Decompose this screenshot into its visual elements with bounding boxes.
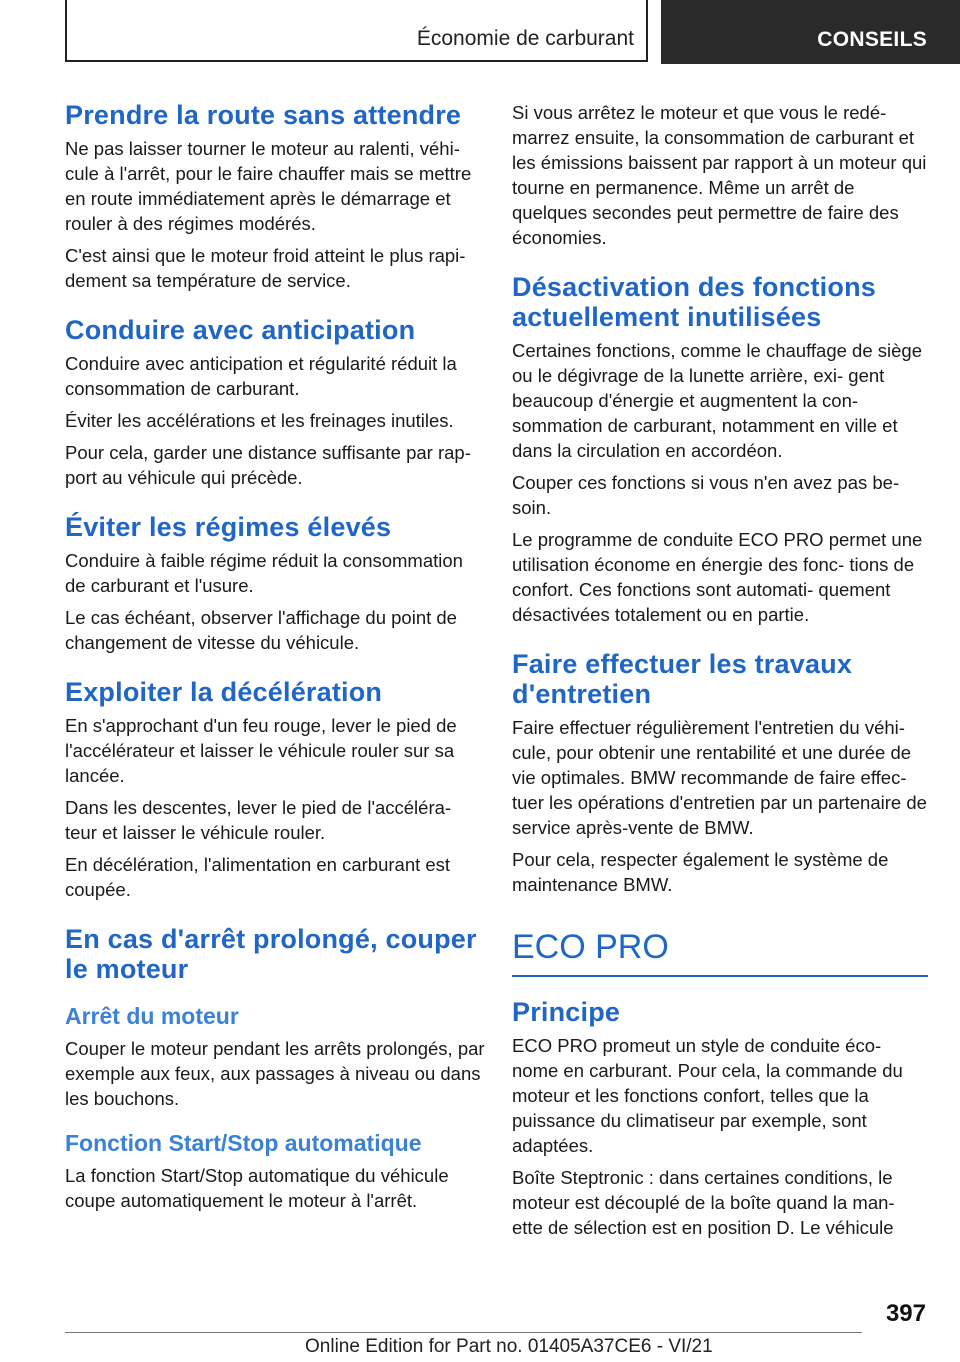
- paragraph: Dans les descentes, lever le pied de l'accéléra- teur et laisser le véhicule rouler.: [65, 797, 452, 843]
- chapter-tab-label: CONSEILS: [817, 28, 927, 51]
- section-continuation: [512, 100, 930, 250]
- section-heading: Faire effectuer les travaux d'entretien: [512, 649, 853, 709]
- section-desactivation: [512, 272, 930, 627]
- paragraph: En s'approchant d'un feu rouge, lever le pied de l'accélérateur et laisser le véhicule rouler sur sa lancée.: [65, 715, 457, 786]
- section-arret-prolonge: [65, 924, 485, 1111]
- paragraph: En décélération, l'alimentation en carburant est coupée.: [65, 854, 451, 900]
- page-header: [0, 0, 960, 66]
- paragraph: C'est ainsi que le moteur froid atteint le plus rapi- dement sa température de service.: [65, 245, 466, 291]
- paragraph: Pour cela, garder une distance suffisante par rap- port au véhicule qui précède.: [65, 442, 471, 488]
- section-tab-label: Économie de carburant: [416, 27, 634, 50]
- paragraph: Pour cela, respecter également le système de maintenance BMW.: [512, 849, 889, 895]
- chapter-tab: [661, 0, 960, 64]
- section-entretien: [512, 649, 930, 897]
- paragraph: ECO PRO promeut un style de conduite éco- nome en carburant. Pour cela, la commande du moteur et les fonctions confort, telles que la puissance du climatiseur par exemple, sont adaptées.: [512, 1035, 903, 1156]
- paragraph: Couper le moteur pendant les arrêts prolongés, par exemple aux feux, aux passages à niveau ou dans les bouchons.: [65, 1038, 485, 1109]
- paragraph: Éviter les accélérations et les freinages inutiles.: [65, 410, 454, 431]
- section-tab: [65, 0, 648, 62]
- paragraph: Le programme de conduite ECO PRO permet une utilisation économe en énergie des fonc- tions de confort. Ces fonctions sont automati- quement désactivées totalement ou en partie.: [512, 529, 923, 625]
- chapter-eco-pro: [512, 925, 930, 1240]
- section-heading: Éviter les régimes élevés: [65, 512, 392, 542]
- right-column: [512, 100, 930, 1247]
- footer-edition: Online Edition for Part no. 01405A37CE6 - VI/21: [305, 1336, 713, 1357]
- section-start-stop: [65, 1129, 485, 1213]
- paragraph: Ne pas laisser tourner le moteur au ralenti, véhi- cule à l'arrêt, pour le faire chauffer mais se mettre en route immédiatement après le démarrage et rouler à des régimes modérés.: [65, 138, 472, 234]
- subsection-heading: Fonction Start/Stop automatique: [65, 1130, 422, 1156]
- section-heading: Principe: [512, 997, 621, 1027]
- section-heading: Désactivation des fonctions actuellement inutilisées: [512, 272, 876, 332]
- subsection-heading: Arrêt du moteur: [65, 1003, 239, 1029]
- paragraph: Boîte Steptronic : dans certaines conditions, le moteur est découplé de la boîte quand la man- ette de sélection est en position D. Le véhicule: [512, 1167, 895, 1238]
- paragraph: La fonction Start/Stop automatique du véhicule coupe automatiquement le moteur à l'arrêt.: [65, 1165, 449, 1211]
- paragraph: Certaines fonctions, comme le chauffage de siège ou le dégivrage de la lunette arrière, exi- gent beaucoup d'énergie et augmentent la con- sommation de carburant, notamment en ville et dans la circulation en accordéon.: [512, 340, 922, 461]
- chapter-heading: ECO PRO: [512, 928, 669, 966]
- footer-rule: [65, 1332, 862, 1333]
- section-heading: Conduire avec anticipation: [65, 315, 416, 345]
- paragraph: Si vous arrêtez le moteur et que vous le redé- marrez ensuite, la consommation de carburant et les émissions baissent par rapport à un moteur qui tourne en permanence. Même un arrêt de quelques secondes peut permettre de faire des économies.: [512, 102, 927, 248]
- section-anticipation: [65, 315, 485, 490]
- section-heading: En cas d'arrêt prolongé, couper le moteur: [65, 924, 477, 984]
- section-deceleration: [65, 677, 485, 902]
- page-number: 397: [885, 1300, 926, 1327]
- paragraph: Faire effectuer régulièrement l'entretien du véhi- cule, pour obtenir une rentabilité et une durée de vie optimales. BMW recommande de faire effec- tuer les opérations d'entretien par un partenaire de service après-vente de BMW.: [512, 717, 927, 838]
- left-column: [65, 100, 485, 1220]
- chapter-rule: [512, 975, 928, 977]
- section-heading: Exploiter la décélération: [65, 677, 383, 707]
- section-regimes-eleves: [65, 512, 485, 655]
- paragraph: Le cas échéant, observer l'affichage du point de changement de vitesse du véhicule.: [65, 607, 457, 653]
- paragraph: Conduire à faible régime réduit la consommation de carburant et l'usure.: [65, 550, 463, 596]
- paragraph: Couper ces fonctions si vous n'en avez pas be- soin.: [512, 472, 900, 518]
- section-prendre-la-route: [65, 100, 485, 293]
- section-heading: Prendre la route sans attendre: [65, 100, 462, 130]
- paragraph: Conduire avec anticipation et régularité réduit la consommation de carburant.: [65, 353, 457, 399]
